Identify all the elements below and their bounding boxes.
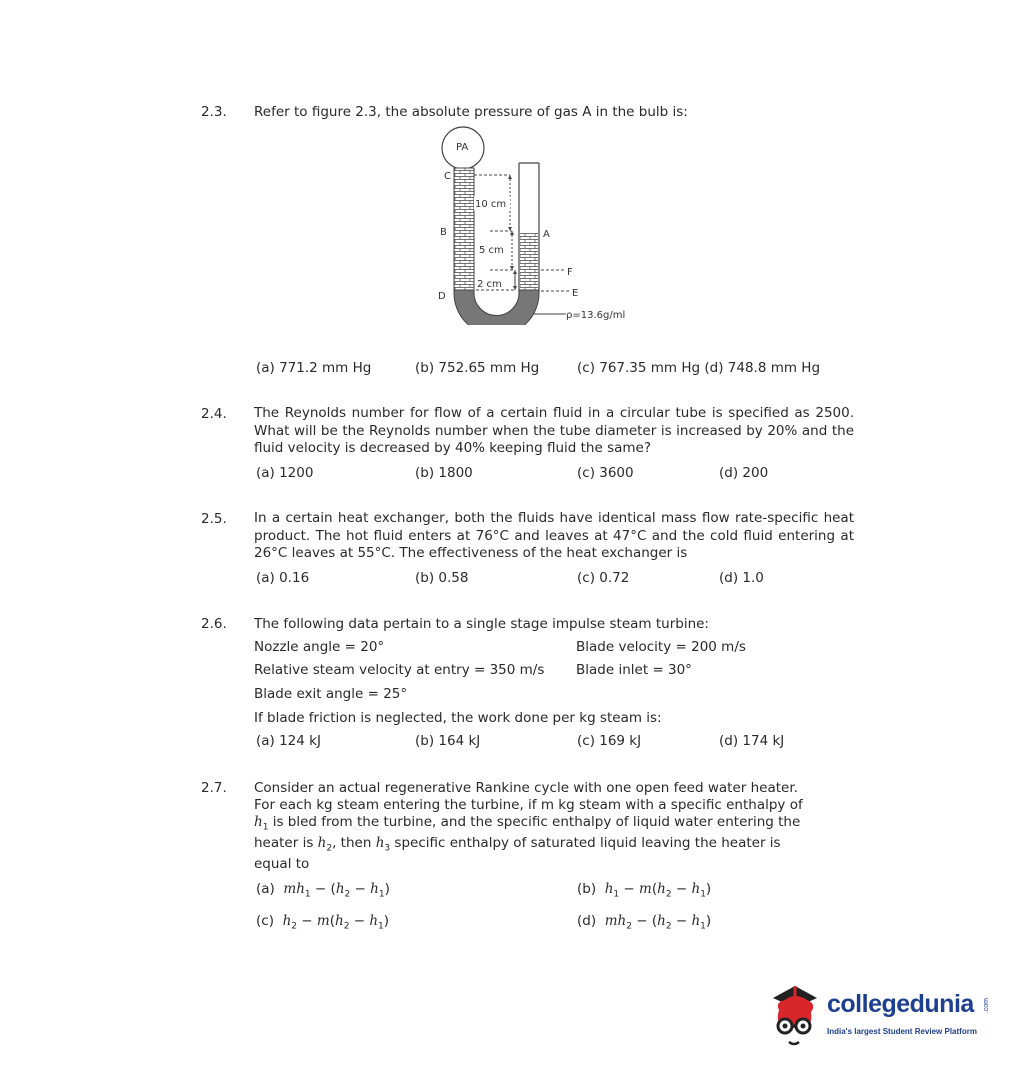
dim-2cm: 2 cm — [477, 279, 502, 290]
option-d: (d) 174 kJ — [719, 733, 785, 749]
option-b: (b) 1800 — [415, 465, 473, 481]
logo-suffix: .com — [983, 998, 990, 1014]
dim-5cm: 5 cm — [479, 245, 504, 256]
bulb-label: PA — [456, 142, 469, 153]
relative-velocity: Relative steam velocity at entry = 350 m/s — [254, 662, 545, 678]
option-c: (c) 0.72 — [577, 570, 630, 586]
question-text: If blade friction is neglected, the work done per kg steam is: — [254, 710, 662, 726]
option-d: (d) $mh_2 - (h_2 - h_1)$ — [577, 913, 712, 932]
question-number: 2.7. — [201, 780, 227, 796]
option-d: (d) 1.0 — [719, 570, 764, 586]
question-text: In a certain heat exchanger, both the fluids have identical mass flow rate-specific heat product. The hot fluid enters at 76°C and leaves at 47°C and the cold fluid entering at 26°C leaves at 55°C. The effectiveness of the heat exchanger is — [254, 510, 854, 561]
blade-inlet: Blade inlet = 30° — [576, 662, 692, 678]
density-label: ρ=13.6g/ml — [566, 310, 626, 321]
label-b: B — [440, 227, 447, 238]
label-e: E — [572, 288, 579, 299]
question-number: 2.3. — [201, 104, 227, 120]
blade-velocity: Blade velocity = 200 m/s — [576, 639, 746, 655]
option-a: (a) 771.2 mm Hg — [256, 360, 372, 376]
option-b: (b) 752.65 mm Hg — [415, 360, 540, 376]
question-line-3: $h_1$ is bled from the turbine, and the specific enthalpy of liquid water entering the — [254, 814, 801, 833]
mercury-bend — [454, 290, 539, 325]
question-line-2: For each kg steam entering the turbine, if m kg steam with a specific enthalpy of — [254, 797, 803, 813]
nozzle-angle: Nozzle angle = 20° — [254, 639, 385, 655]
option-b: (b) 0.58 — [415, 570, 469, 586]
option-b: (b) 164 kJ — [415, 733, 481, 749]
logo-wordmark: collegedunia — [827, 990, 974, 1018]
option-a: (a) 0.16 — [256, 570, 310, 586]
right-liquid — [520, 233, 538, 293]
option-a: (a) 124 kJ — [256, 733, 321, 749]
collegedunia-logo — [765, 980, 1005, 1060]
label-f: F — [567, 267, 573, 278]
manometer-figure — [420, 125, 670, 325]
question-number: 2.6. — [201, 616, 227, 632]
option-d: (d) 200 — [719, 465, 769, 481]
dim-10cm: 10 cm — [475, 199, 507, 210]
blade-exit: Blade exit angle = 25° — [254, 686, 408, 702]
option-c: (c) 3600 — [577, 465, 634, 481]
question-line-5: equal to — [254, 856, 310, 872]
question-number: 2.4. — [201, 406, 227, 422]
label-a: A — [543, 229, 550, 240]
label-d: D — [438, 291, 446, 302]
question-number: 2.5. — [201, 511, 227, 527]
option-c: (c) 169 kJ — [577, 733, 642, 749]
option-a: (a) $mh_1 - (h_2 - h_1)$ — [256, 881, 390, 900]
question-text: Refer to figure 2.3, the absolute pressure of gas A in the bulb is: — [254, 104, 688, 120]
question-intro: The following data pertain to a single stage impulse steam turbine: — [254, 616, 709, 632]
option-b: (b) $h_1 - m(h_2 - h_1)$ — [577, 881, 712, 900]
question-line-4: heater is $h_2$, then $h_3$ specific enthalpy of saturated liquid leaving the heater is — [254, 835, 781, 854]
logo-tagline: India's largest Student Review Platform — [827, 1027, 977, 1036]
question-line-1: Consider an actual regenerative Rankine cycle with one open feed water heater. — [254, 780, 798, 796]
option-a: (a) 1200 — [256, 465, 314, 481]
label-c: C — [444, 171, 451, 182]
question-text: The Reynolds number for flow of a certain fluid in a circular tube is specified as 2500. What will be the Reynolds number when the tube diameter is increased by 20% and the fluid velocity is decreased by 40% keeping fluid the same? — [254, 405, 854, 456]
mascot-icon — [765, 980, 825, 1052]
option-c: (c) $h_2 - m(h_2 - h_1)$ — [256, 913, 390, 932]
option-c-d: (c) 767.35 mm Hg (d) 748.8 mm Hg — [577, 360, 821, 376]
